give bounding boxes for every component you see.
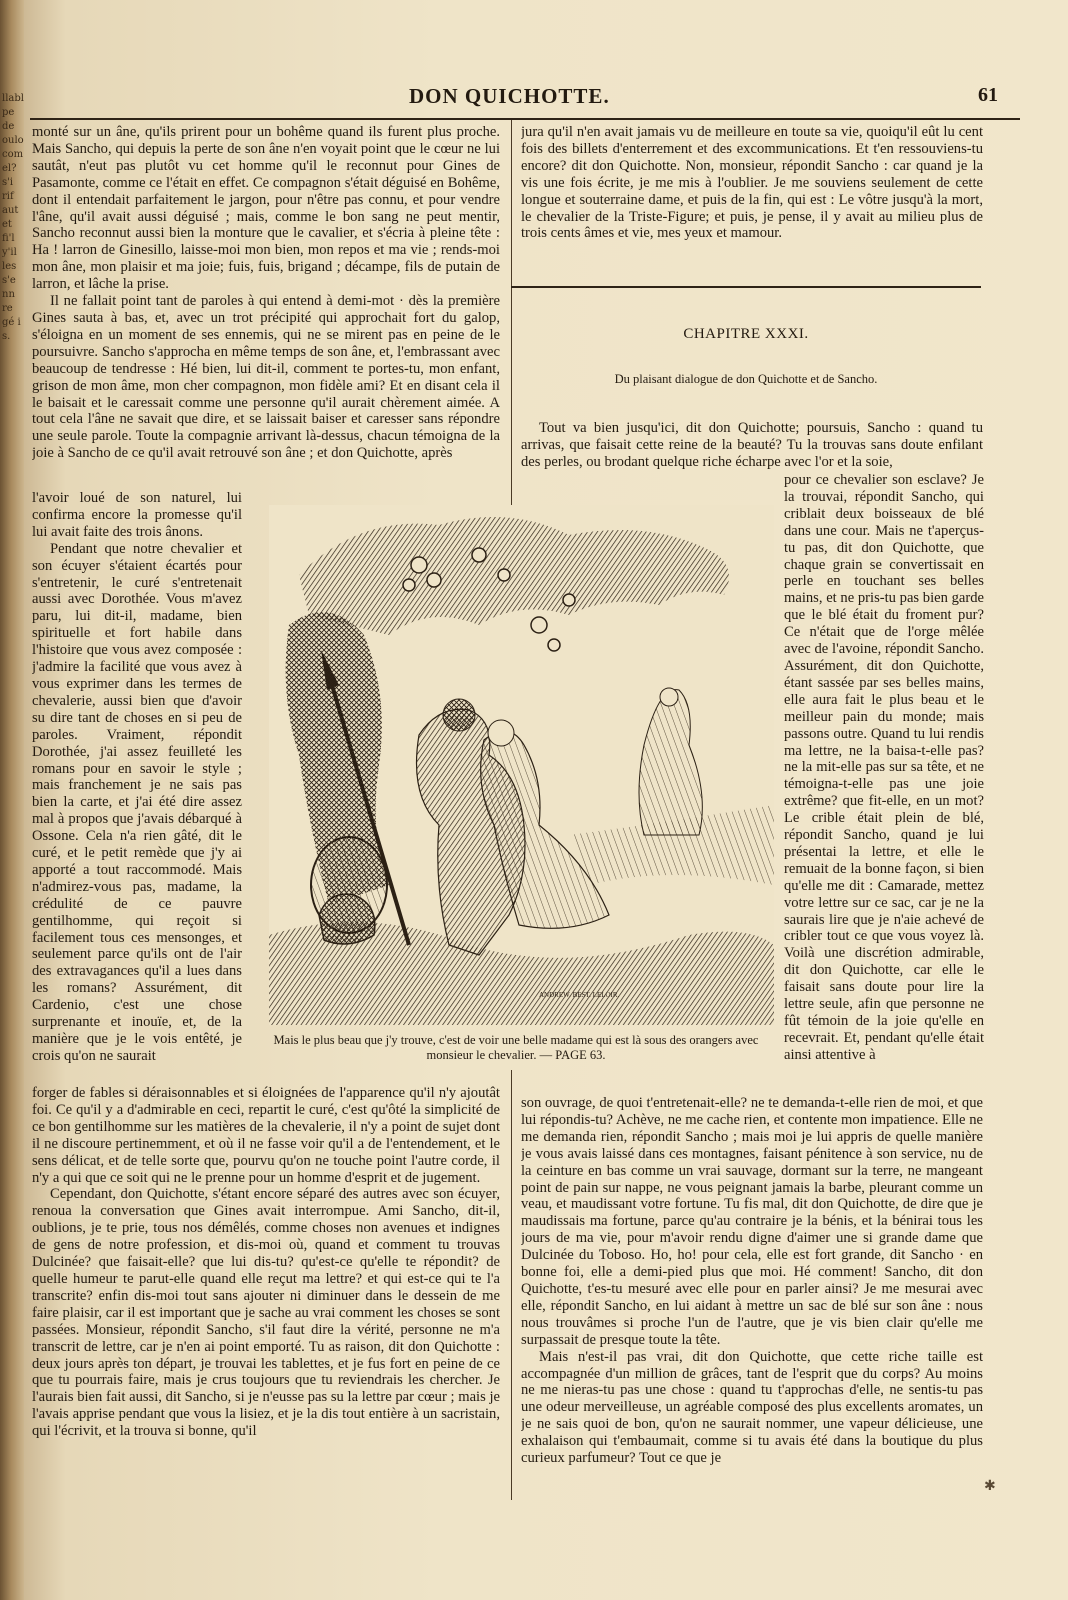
paragraph: Il ne fallait point tant de paroles à qui entend à demi-mot · dès la première Gines sauta à bas, et, avec un trot précipité qui approchait fort du galop, s'éloigna en un moment de ses ennemis, qui ne se mirent pas en peine de le poursuivre. Sancho s'approcha en même temps de son âne, et, l'embrassant avec beaucoup de tendresse : Hé bien, lui dit-il, comment te portes-tu, mon enfant, grison de mon âme, mon cher compagnon, mon fidèle ami? Et en disant cela il le baisait et le caressait comme une personne qu'il aurait chèrement aimée. A tout cela l'âne ne savait que dire, et se laissait baiser et caresser sans répondre une seule parole. Toute la compagnie arrivant là-dessus, chacun témoigna de la joie à Sancho de ce qu'il avait retrouvé son âne ; et don Quichotte, après (32, 293, 500, 462)
right-column-top (521, 124, 983, 279)
header-rule (30, 118, 1020, 120)
margin-mark: ✱ (984, 1478, 996, 1494)
illustration-caption: Mais le plus beau que j'y trouve, c'est de voir une belle madame qui est là sous des orangers avec monsieur le chevalier. — PAGE 63. (273, 1033, 759, 1062)
left-column-top (32, 124, 500, 496)
right-column-chapter-start (521, 420, 983, 475)
column-divider-bottom (511, 1070, 512, 1500)
paragraph: Mais n'est-il pas vrai, dit don Quichotte, que cette riche taille est accompagnée d'un million de grâces, tant de l'esprit que du corps? Au moins ne me nieras-tu pas une chose : quand tu t'approchas d'elle, ne sentis-tu pas une odeur merveilleuse, un agréable composé des plus excellents aromates, un je ne sais quoi de bon, qu'on ne saurait nommer, une vapeur délicieuse, une exhalaison qui t'embaumait, comme si tu avais été dans la boutique du plus curieux parfumeur? Tout ce que je (521, 1348, 983, 1467)
column-divider-top (511, 120, 512, 505)
paragraph: son ouvrage, de quoi t'entretenait-elle? ne te demanda-t-elle rien de moi, et que lui répondis-tu? Achève, ne me cache rien, et contente mon impatience. Elle ne me demanda rien, répondit Sancho ; mais moi je lui appris de quelle manière je vous avais laissé dans ces montagnes, faisant pénitence à son service, nu de la ceinture en bas comme un vrai sauvage, dormant sur la terre, ne mangeant point de pain sur nappe, ne vous peignant jamais la barbe, pleurant comme un veau, et maudissant votre fortune. Tu fis mal, dit don Quichotte, de dire que je maudissais ma fortune, parce qu'au contraire je la bénis, et la bénirai tous les jours de ma vie, pour m'avoir rendu digne d'aimer une si grande dame que Dulcinée du Toboso. Ho, ho! pour cela, elle est fort grande, dit Sancho · en bonne foi, elle a demi-pied plus que moi. Hé comment! Sancho, dit don Quichotte, t'es-tu mesuré avec elle pour en parler ainsi? Je me mesurai avec elle, répondit Sancho, en lui aidant à mettre un sac de blé sur son âne : nous nous trouvâmes si proche l'un de l'autre, que je vis bien clair qu'elle me surpassait de presque toute la tête. (521, 1095, 983, 1348)
paragraph: Tout va bien jusqu'ici, dit don Quichotte; poursuis, Sancho : quand tu arrivas, que faisait cette reine de la beauté? Tu la trouvas sans doute enfilant des perles, ou brodant quelque riche écharpe avec l'or et la soie, (521, 420, 983, 470)
right-column-bottom (521, 1095, 983, 1490)
left-column-bottom (32, 1085, 500, 1510)
engraving-illustration (269, 505, 774, 1025)
running-title: DON QUICHOTTE. (409, 84, 610, 108)
paragraph: Pendant que notre chevalier et son écuyer s'étaient écartés pour s'entretenir, le curé s'entretenait aussi avec Dorothée. Vous m'avez paru, lui dit-il, madame, bien spirituelle et fort habile dans l'histoire que vous avez composée : j'admire la facilité que vous avez à vous exprimer dans les termes de chevalerie, aussi bien que d'avoir su dire tant de choses en si peu de paroles. Vraiment, répondit Dorothée, j'ai assez feuilleté les romans pour en savoir le style ; mais franchement je ne sais pas bien la carte, et j'ai été dire assez mal à propos que j'avais débarqué à Ossone. Cela n'a rien gâté, dit le curé, et le petit remède que j'y ai apporté a tout raccommodé. Mais n'admirez-vous pas, madame, la crédulité de ce pauvre gentilhomme, qui reçoit si facilement tous ces mensonges, et seulement parce qu'ils ont de l'air des extravagances qu'il a lues dans les romans? Assurément, dit Cardenio, c'est une chose surprenante et inouïe, et, de la manière que je le vois entêté, je crois qu'on ne saurait (32, 540, 242, 1064)
paragraph: monté sur un âne, qu'ils prirent pour un bohême quand ils furent plus proche. Mais Sancho, qui depuis la perte de son âne n'en voyait point que le cœur ne lui sautât, n'eut pas plutôt vu cet homme qu'il le reconnut pour Gines de Pasamonte, comme ce l'était en effet. Ce compagnon s'était déguisé en Bohême, dont il entendait parfaitement le jargon, pour n'être pas connu, et pour vendre l'âne, qu'il avait aussi déguisé ; mais, comme le bon sang ne peut mentir, Sancho reconnut aussi bien la monture que le cavalier, et s'écria à pleine tête : Ha ! larron de Ginesillo, laisse-moi mon bien, mon repos et ma vie ; rends-moi mon âne, mon plaisir et ma joie; fuis, fuis, brigand ; décampe, fils de putain de larron, et lâche la prise. (32, 124, 500, 293)
book-page (24, 0, 1068, 1600)
right-column-narrow (784, 472, 984, 1092)
lady-head (660, 688, 678, 706)
cavalier-head (443, 699, 475, 731)
page-header (24, 84, 1068, 114)
engraver-signature: ANDREW. BEST. LELOIR. (539, 991, 620, 999)
paragraph: jura qu'il n'en avait jamais vu de meilleure en toute sa vie, quoiqu'il eût lu cent fois des billets d'enterrement et des excommunications. Et t'en ressouviens-tu encore? dit don Quichotte. Non, monsieur, répondit Sancho : car quand je la vis une fois écrite, je me mis à l'oublier. Je me souviens seulement de cette longue et souterraine dame, et puis de la fin, qui est : Le vôtre jusqu'à la mort, le chevalier de la Triste-Figure; et puis, je pense, il y avait au milieu plus de trois cents âmes et vie, mes yeux et mamour. (521, 124, 983, 242)
paragraph: forger de fables si déraisonnables et si éloignées de l'apparence qu'il n'y ajoutât foi. Ce qu'il y a d'admirable en ceci, repartit le curé, c'est qu'ôté la simplicité de ce bon gentilhomme sur les matières de la chevalerie, il n'y a point de sujet dont il ne discoure pertinemment, et où il ne fasse voir qu'il a de l'entendement, et le sens délicat, et de telle sorte que, pourvu qu'on ne touche point l'autre corde, il n'y a qui que ce soit qui ne le prenne pour un homme d'esprit et de jugement. (32, 1085, 500, 1186)
page-number: 61 (978, 84, 998, 106)
paragraph: pour ce chevalier son esclave? Je la trouvai, répondit Sancho, qui criblait deux boisseaux de blé dans une cour. Mais ne t'aperçus-tu pas, dit don Quichotte, que chaque grain se convertissait en perle en touchant ses belles mains, et ne pris-tu pas bien garde que le blé était du froment pur? Ce n'était que de l'orge mêlée avec de l'avoine, répondit Sancho. Assurément, dit don Quichotte, étant sassée par ses belles mains, elle aura fait le plus beau et le meilleur pain du monde; mais passons outre. Quand tu lui rendis ma lettre, ne la baisa-t-elle pas? ne la mit-elle pas sur sa tête, et ne témoigna-t-elle pas une joie extrême? que fit-elle, en un mot? Le crible était plein de blé, répondit Sancho, quand je lui présentai la lettre, et elle le remuait de la bonne façon, si bien qu'elle me dit : Camarade, mettez votre lettre sur ce sac, car je ne la saurais lire que je n'aie achevé de cribler tout ce que vous voyez là. Voilà une discrétion admirable, dit don Quichotte, car elle le faisait sans doute pour lire la lettre seule, afin que personne ne fût témoin de la joie qu'elle en recevrait. Et, pendant qu'elle était ainsi attentive à (784, 472, 984, 1063)
chapter-title: CHAPITRE XXXI. (683, 326, 809, 342)
paragraph: Cependant, don Quichotte, s'étant encore séparé des autres avec son écuyer, renoua la conversation que Gines avait interrompue. Ami Sancho, dit-il, oublions, je te prie, tous nos démêlés, comme choses non avenues et indignes de gens de notre profession, et dis-moi où, quand et comment tu trouvas Dulcinée? que faisait-elle? que lui dis-tu? qu'est-ce qu'elle te répondit? de quelle humeur te parut-elle quand elle reçut ma lettre? et qui est-ce qui te l'a transcrite? enfin dis-moi tout sans ajouter ni diminuer dans le dessein de me faire plaisir, car il est important que je sache au vrai comment les choses se sont passées. Monsieur, répondit Sancho, s'il faut dire la vérité, personne ne m'a transcrit de lettre, car je n'en ai point emporté. Tu as raison, dit don Quichotte : deux jours après ton départ, je trouvai les tablettes, et je fus fort en peine de ce que tu pourrais faire, mais je crus toujours que tu reviendrais les chercher. Je l'aurais bien fait aussi, dit Sancho, si je n'eusse pas su la lettre par cœur ; mais je l'avais apprise pendant que vous la lisiez, et je la dis tout entière à un sacristain, qui l'écrivit, et la trouva si bonne, qu'il (32, 1186, 500, 1440)
paragraph: l'avoir loué de son naturel, lui confirma encore la promesse qu'il lui avait faite des trois ânons. (32, 490, 242, 540)
chapter-rule (511, 286, 981, 288)
left-column-narrow (32, 490, 242, 1070)
adjacent-page-fragments: llabl pe de oulo com el? s'i rif aut et fi'l y'il les s'e nn re gé i s. (2, 93, 24, 342)
chapter-subtitle: Du plaisant dialogue de don Quichotte et de Sancho. (614, 372, 878, 386)
lady-head-near (488, 720, 514, 746)
